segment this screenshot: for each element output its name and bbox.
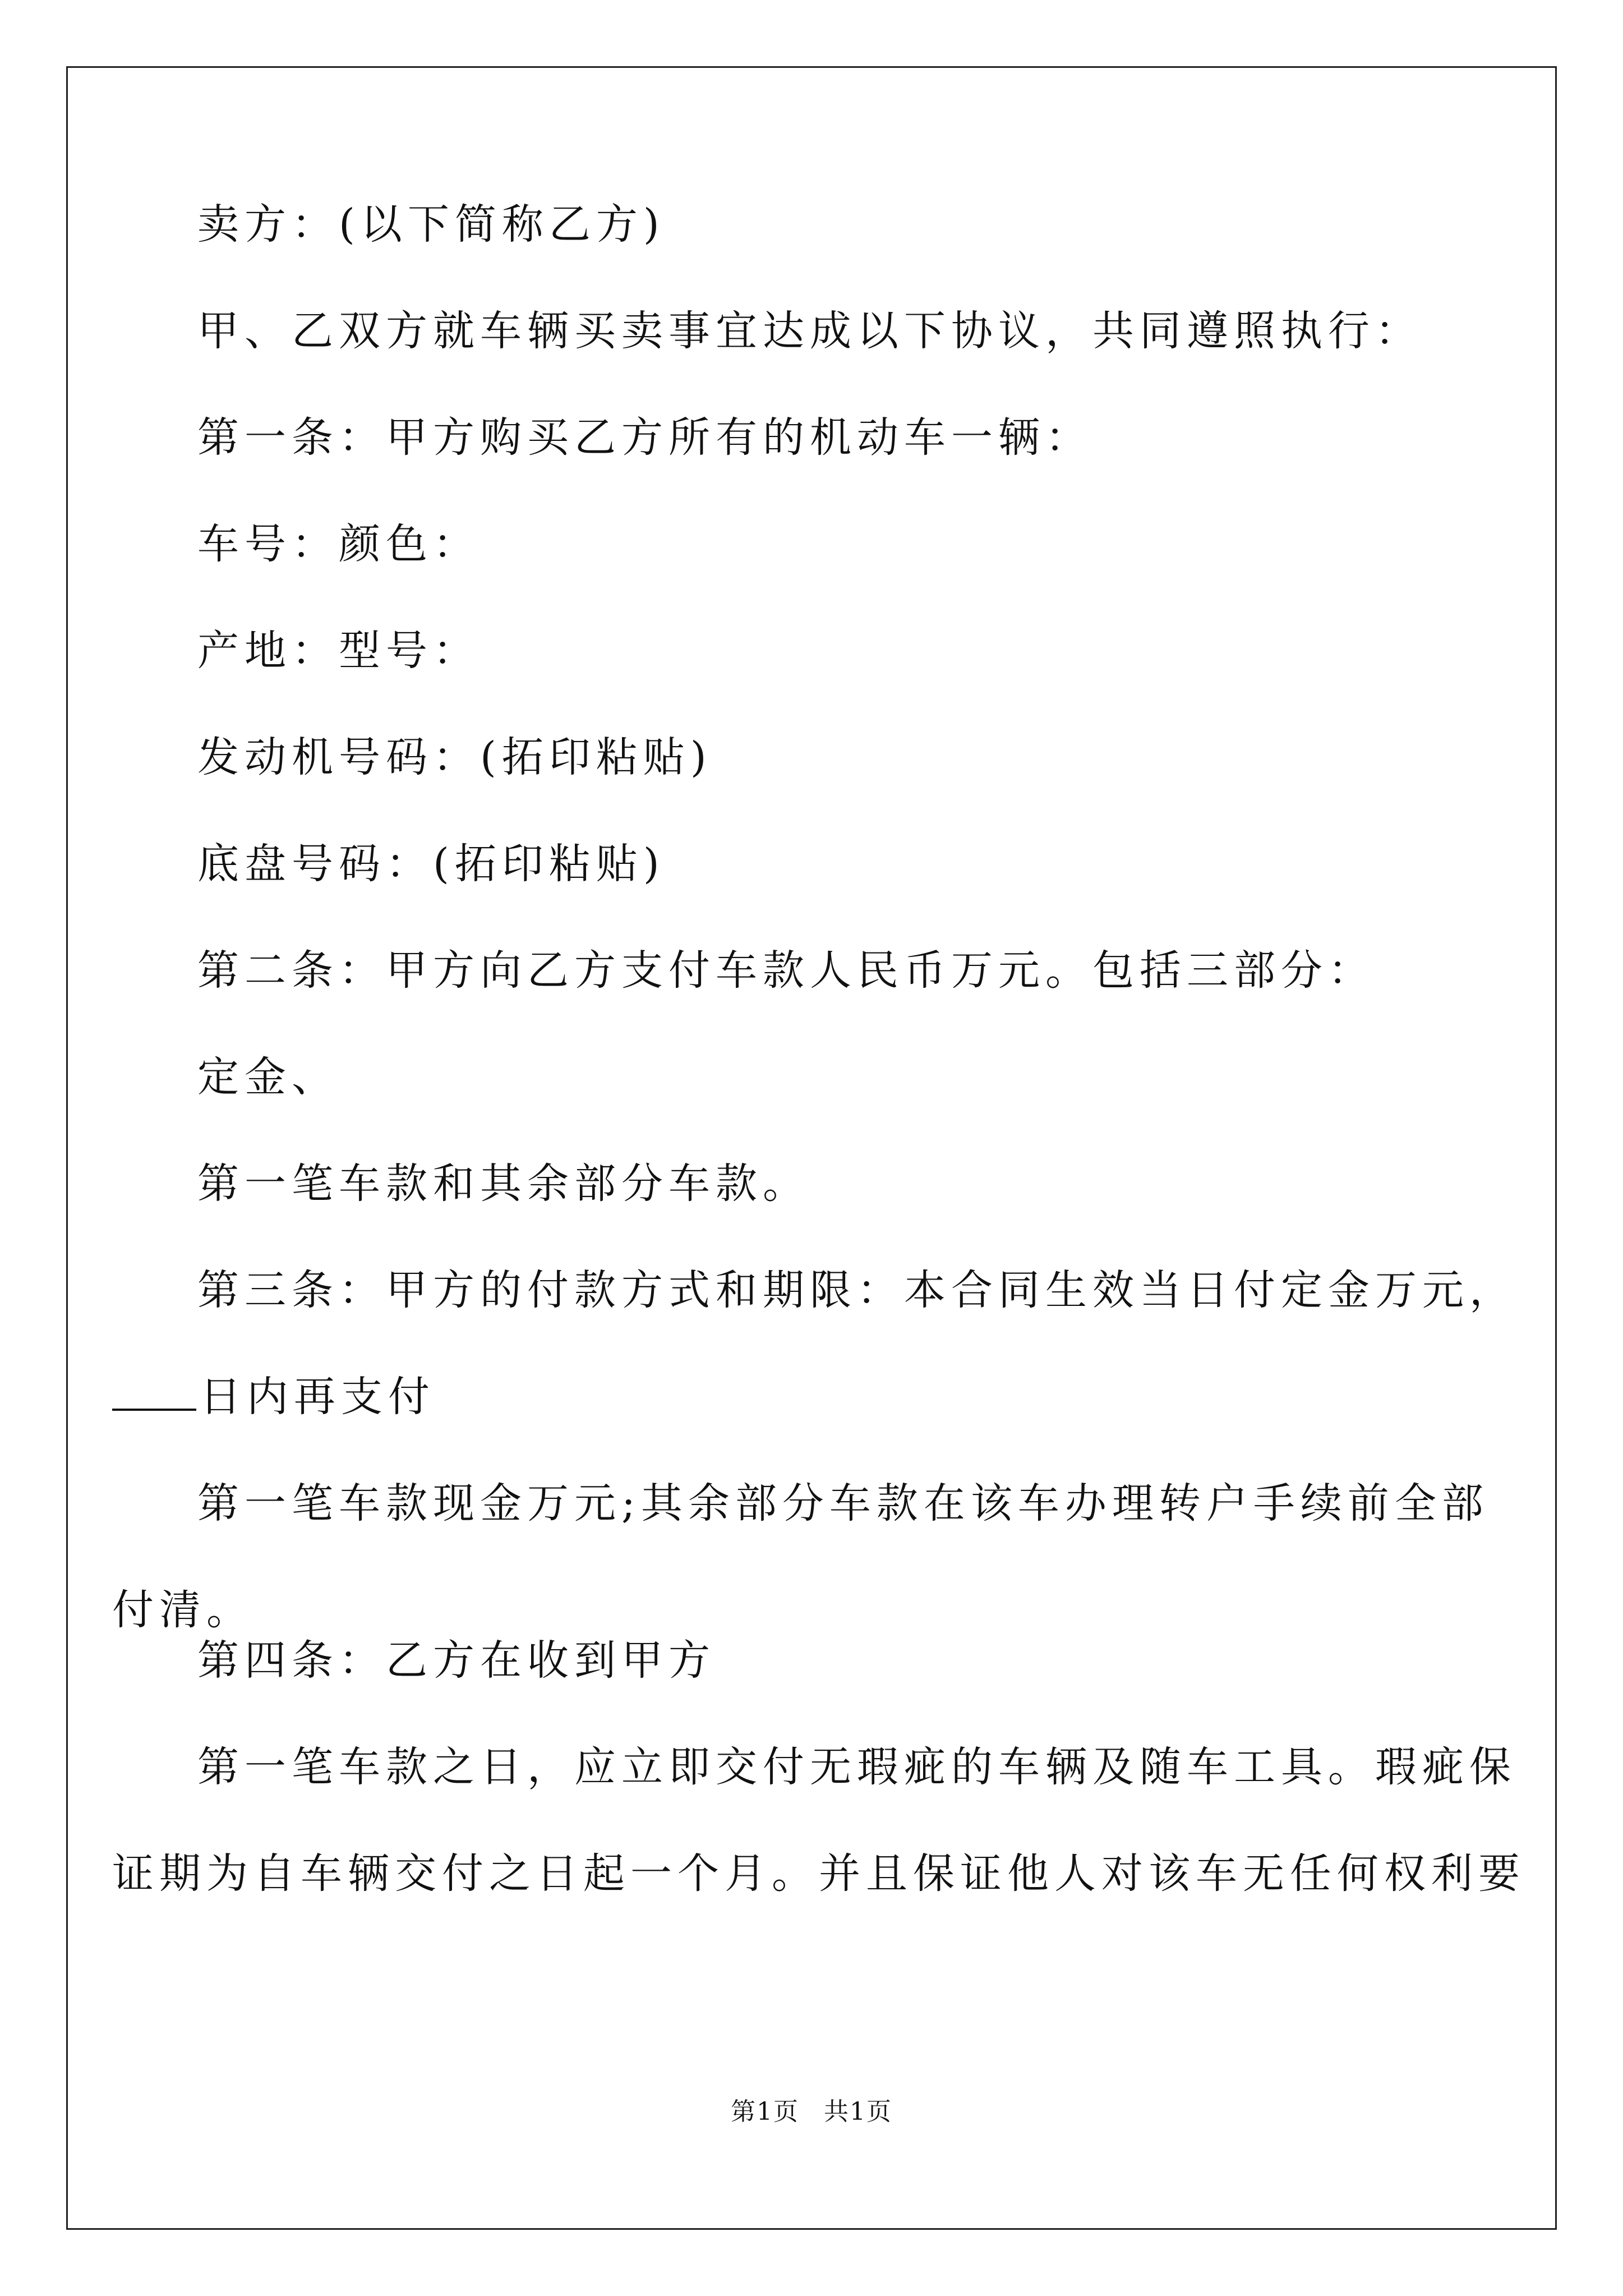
paragraph-article-4: 第四条：乙方在收到甲方 (197, 1636, 716, 1685)
footer-page-current: 第1页 (731, 2097, 799, 2126)
field-chassis-number: 底盘号码：(拓印粘贴) (197, 840, 665, 888)
paragraph-agreement-intro: 甲、乙双方就车辆买卖事宜达成以下协议，共同遵照执行： (197, 307, 1422, 355)
days-payment-text: 日内再支付 (200, 1373, 435, 1421)
paragraph-days-payment (112, 1369, 1431, 1475)
paragraph-first-payment (112, 1475, 1489, 1634)
fill-in-blank (112, 1373, 196, 1411)
field-plate-color: 车号：颜色： (197, 520, 480, 568)
field-engine-number: 发动机号码：(拓印粘贴) (197, 733, 712, 781)
paragraph-delivery (112, 1739, 1525, 1898)
paragraph-payment-parts: 第一笔车款和其余部分车款。 (197, 1159, 810, 1208)
first-payment-line-2: 付清。 (112, 1586, 253, 1634)
paragraph-seller: 卖方：(以下简称乙方) (197, 200, 665, 249)
field-origin-model: 产地：型号： (197, 627, 480, 675)
paragraph-article-1: 第一条：甲方购买乙方所有的机动车一辆： (197, 413, 1092, 462)
delivery-line-1: 第一笔车款之日，应立即交付无瑕疵的车辆及随车工具。瑕疵保 (197, 1743, 1516, 1791)
delivery-line-2: 证期为自车辆交付之日起一个月。并且保证他人对该车无任何权利要 (112, 1849, 1525, 1898)
page-footer (0, 2091, 1623, 2127)
paragraph-deposit: 定金、 (197, 1053, 339, 1101)
contract-body (112, 196, 1525, 1898)
footer-page-total: 共1页 (824, 2097, 892, 2126)
first-payment-line-1: 第一笔车款现金万元;其余部分车款在该车办理转户手续前全部 (197, 1479, 1489, 1527)
paragraph-article-3: 第三条：甲方的付款方式和期限：本合同生效当日付定金万元， (197, 1266, 1516, 1314)
paragraph-article-2: 第二条：甲方向乙方支付车款人民币万元。包括三部分： (197, 946, 1375, 995)
